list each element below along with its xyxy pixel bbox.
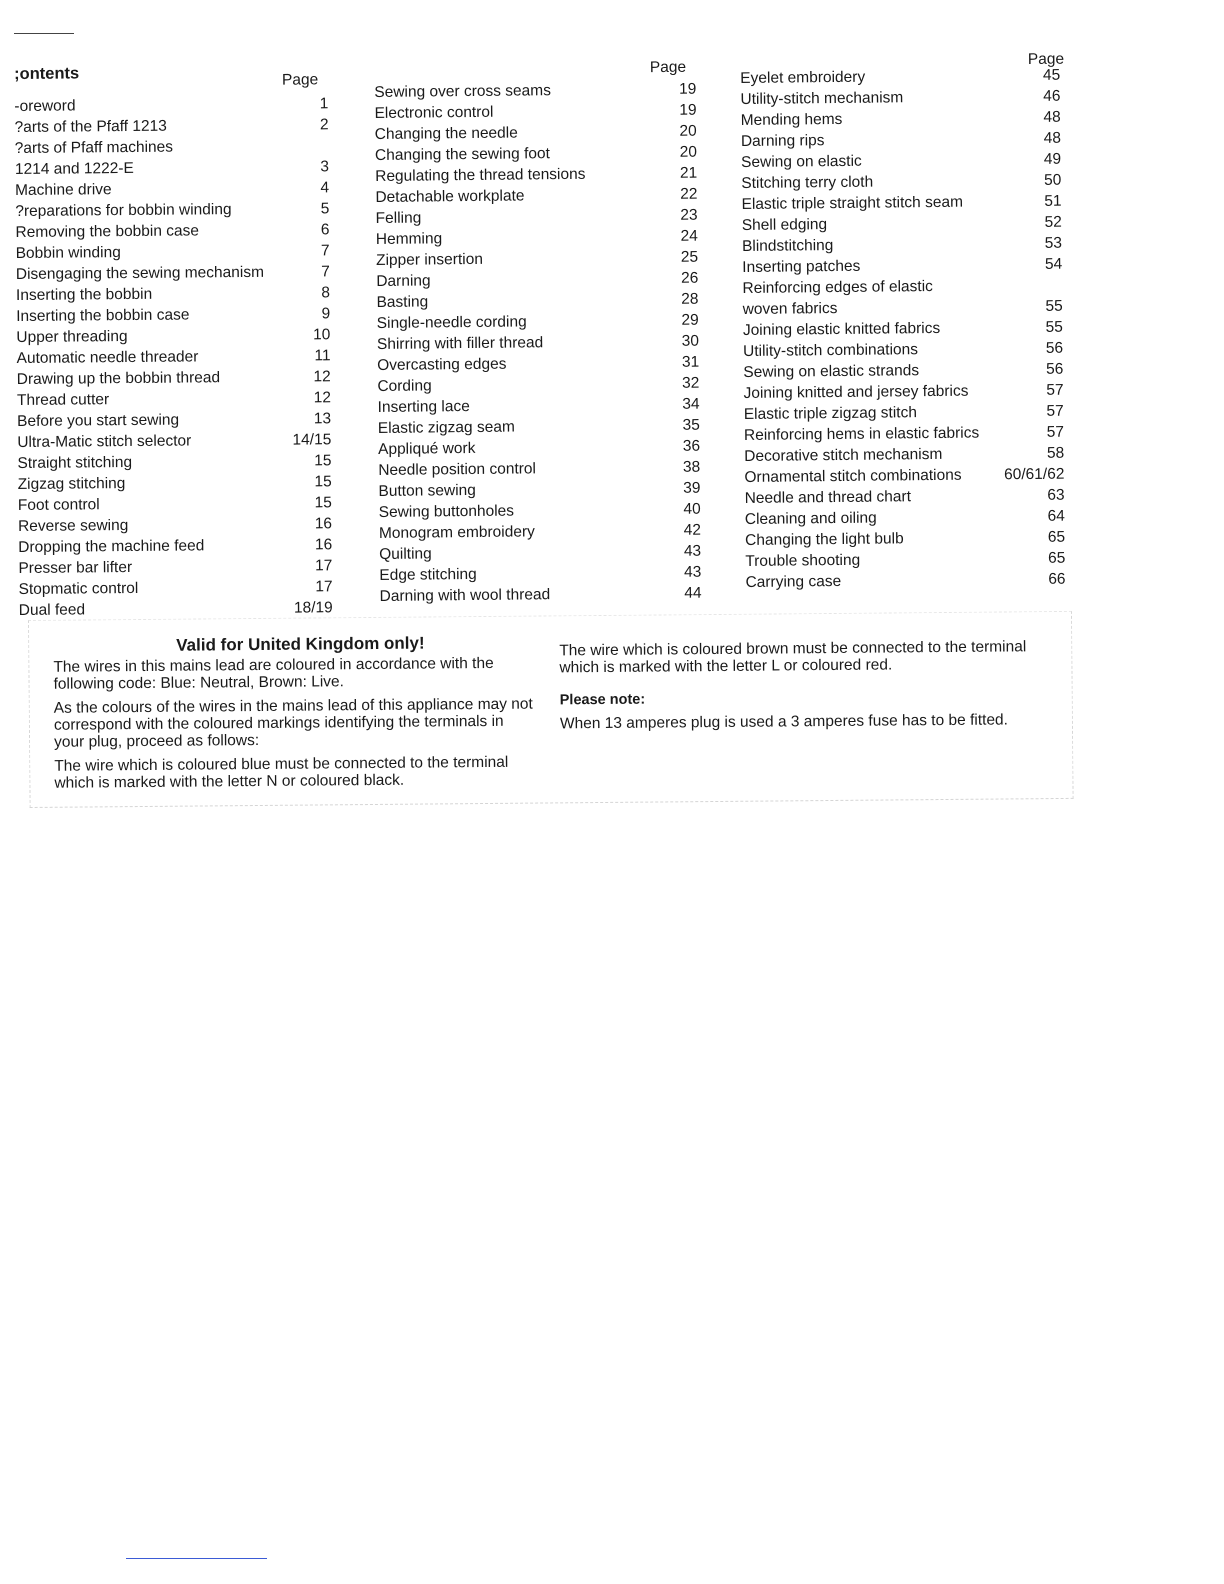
uk-notice-left <box>53 655 534 799</box>
toc-entry-title: Decorative stitch mechanism <box>744 445 943 465</box>
toc-entry-page: 30 <box>681 332 700 350</box>
toc-entry-title: Quilting <box>379 545 432 563</box>
toc-entry-page: 57 <box>1046 423 1065 441</box>
toc-entry-page: 52 <box>1044 213 1062 231</box>
toc-entry-page: 43 <box>684 563 702 581</box>
toc-entry-page: 58 <box>1046 444 1065 462</box>
toc-entry-title: Cording <box>377 377 432 395</box>
toc-entry-title: Detachable workplate <box>375 187 525 206</box>
toc-entry-title: Eyelet embroidery <box>740 68 866 87</box>
toc-entry-page: 28 <box>681 290 699 308</box>
toc-entry-title: Disengaging the sewing mechanism <box>15 263 265 283</box>
toc-entry-title: Felling <box>375 209 422 227</box>
toc-entry <box>16 303 338 327</box>
please-note-heading: Please note: <box>559 691 646 709</box>
toc-entry-page: 32 <box>682 374 700 392</box>
toc-entry-page: 5 <box>320 200 330 218</box>
toc-entry-page: 4 <box>320 179 330 197</box>
toc-entry-title: Sewing over cross seams <box>374 82 551 101</box>
toc-column-3 <box>740 51 1070 593</box>
toc-entry-page: 55 <box>1045 297 1063 315</box>
toc-entry-page: 50 <box>1044 171 1062 189</box>
toc-entry-page: 38 <box>682 458 701 476</box>
toc-entry-title: Reinforcing edges of elastic <box>742 277 933 297</box>
toc-entry-page: 14/15 <box>292 431 332 449</box>
toc-entry-title: Reinforcing hems in elastic fabrics <box>743 424 980 444</box>
toc-entry-title: Zipper insertion <box>375 250 483 269</box>
toc-entry-title: Presser bar lifter <box>18 558 133 577</box>
toc-entry-title: Dropping the machine feed <box>18 537 205 556</box>
toc-entry <box>16 282 338 306</box>
toc-entry-page: 10 <box>313 326 331 344</box>
toc-entry-page: 3 <box>320 158 329 176</box>
toc-entry-page: 2 <box>319 116 329 134</box>
toc-entry-title: Joining knitted and jersey fabrics <box>743 382 969 402</box>
toc-entry-title: Darning with wool thread <box>379 586 551 605</box>
toc-entry-title: Monogram embroidery <box>378 523 535 542</box>
toc-entry-title: Inserting patches <box>742 257 861 276</box>
toc-entry <box>14 114 336 138</box>
toc-entry <box>17 450 339 474</box>
toc-entry-title: Upper threading <box>16 328 128 346</box>
uk-notice-title: Valid for United Kingdom only! <box>176 633 425 655</box>
toc-entry-page: 20 <box>679 143 698 161</box>
toc-entry-page: 42 <box>683 521 702 539</box>
toc-entry-title: Hemming <box>375 230 443 248</box>
toc-entry-page: 25 <box>680 248 699 266</box>
toc-entry-title: Ultra-Matic stitch selector <box>17 432 192 451</box>
uk-notice-brown-wire: The wire which is coloured brown must be connected to the terminal which is marked with the letter L or coloured red. <box>559 638 1027 677</box>
toc-entry <box>16 324 338 348</box>
toc-entry-page: 56 <box>1045 360 1064 378</box>
page-label: Page <box>1027 50 1065 68</box>
toc-entry-title: Shell edging <box>741 216 828 234</box>
toc-list-2 <box>374 79 701 607</box>
toc-entry-title: Cleaning and oiling <box>744 509 877 528</box>
toc-entry-title: woven fabrics <box>742 299 838 318</box>
contents-title: ;ontents <box>14 64 80 83</box>
toc-entry-title: Stitching terry cloth <box>741 173 874 192</box>
toc-entry-title: Elastic triple zigzag stitch <box>743 404 918 423</box>
toc-entry-title: Darning <box>376 272 431 290</box>
toc-entry-page: 60/61/62 <box>1003 465 1065 484</box>
top-rule <box>14 33 74 34</box>
toc-entry-title: Darning rips <box>740 132 825 150</box>
toc-entry <box>17 366 339 390</box>
toc-entry <box>15 135 337 159</box>
toc-entry <box>16 345 338 369</box>
toc-entry-title: Zigzag stitching <box>17 475 126 493</box>
toc-entry-page: 20 <box>679 122 697 140</box>
toc-entry-title: Mending hems <box>740 110 843 129</box>
toc-entry <box>15 219 337 243</box>
toc-entry-page: 9 <box>321 305 331 323</box>
toc-entry <box>18 576 340 600</box>
toc-entry-page: 12 <box>313 368 331 386</box>
toc-entry-page: 13 <box>313 410 332 428</box>
toc-entry-page: 34 <box>682 395 700 413</box>
toc-entry-page: 53 <box>1044 234 1063 252</box>
toc-entry <box>15 156 337 180</box>
toc-entry-page: 15 <box>314 494 332 512</box>
toc-entry-page: 19 <box>678 80 697 98</box>
toc-entry-title: Needle and thread chart <box>744 488 912 507</box>
toc-entry-page: 16 <box>314 536 333 554</box>
uk-notice-paragraph: The wire which is coloured blue must be connected to the terminal which is marked with the letter N or coloured black. <box>54 753 509 792</box>
uk-notice-paragraph: The wires in this mains lead are coloured in accordance with the following code: Blue: Neutral, Brown: Live. <box>53 654 494 693</box>
toc-entry-title: Foot control <box>17 496 100 514</box>
toc-entry-title: ?arts of Pfaff machines <box>14 138 174 157</box>
toc-entry-page: 8 <box>321 284 331 302</box>
toc-entry-title: Drawing up the bobbin thread <box>16 369 221 388</box>
toc-entry-title: Stopmatic control <box>18 579 139 598</box>
toc-entry-title: Automatic needle threader <box>16 348 199 367</box>
toc-entry <box>16 240 338 264</box>
toc-entry-page: 39 <box>683 479 701 497</box>
toc-entry-page: 36 <box>682 437 701 455</box>
page-label: Page <box>649 58 687 77</box>
toc-entry-page: 7 <box>320 242 330 260</box>
toc-entry-page: 40 <box>683 500 701 518</box>
page-label: Page <box>281 71 319 89</box>
toc-entry-title: Bobbin winding <box>15 244 121 262</box>
toc-entry <box>18 534 340 558</box>
toc-column-2 <box>374 59 702 607</box>
toc-entry-page: 35 <box>682 416 700 434</box>
toc-entry-page: 65 <box>1047 528 1066 546</box>
toc-entry-title: Regulating the thread tensions <box>375 165 586 185</box>
toc-entry-page: 26 <box>680 269 699 287</box>
bottom-rule <box>126 1558 267 1559</box>
uk-notice-paragraph: As the colours of the wires in the mains lead of this appliance may not correspond with the coloured markings identifying the terminals in your plug, proceed as follows: <box>53 695 533 751</box>
toc-entry-title: Ornamental stitch combinations <box>744 466 962 486</box>
toc-list-1 <box>14 93 341 621</box>
toc-entry-title: Before you start sewing <box>17 411 180 430</box>
toc-entry-title: Utility-stitch mechanism <box>740 89 904 108</box>
toc-entry-page: 12 <box>313 389 331 407</box>
toc-entry-title: Inserting the bobbin <box>15 285 153 304</box>
toc-entry-page: 16 <box>314 515 333 533</box>
toc-entry-page: 6 <box>320 221 330 239</box>
toc-entry-page: 15 <box>314 473 332 491</box>
toc-entry <box>17 408 339 432</box>
toc-column-1-header <box>14 61 336 96</box>
toc-entry-title: Elastic zigzag seam <box>377 418 515 437</box>
toc-entry-title: Needle position control <box>378 460 537 479</box>
toc-entry-page: 48 <box>1043 129 1061 147</box>
toc-entry-title: -oreword <box>14 97 76 115</box>
toc-entry-title: Elastic triple straight stitch seam <box>741 193 964 213</box>
toc-entry-page: 11 <box>314 347 331 365</box>
toc-entry <box>17 429 339 453</box>
toc-entry-page: 65 <box>1047 549 1066 567</box>
toc-entry-title: Changing the needle <box>374 124 518 143</box>
toc-entry-page: 31 <box>681 353 700 371</box>
toc-entry-page: 43 <box>683 542 702 560</box>
toc-entry-title: Blindstitching <box>741 237 834 255</box>
uk-notice-right <box>559 638 1040 748</box>
toc-entry <box>745 569 1069 593</box>
toc-entry-title: Changing the light bulb <box>745 530 904 549</box>
toc-entry-page: 49 <box>1043 150 1062 168</box>
toc-entry-title: Machine drive <box>15 181 112 199</box>
toc-entry-title: Electronic control <box>374 103 494 122</box>
toc-entry-page: 21 <box>679 164 698 182</box>
toc-entry-title: Sewing buttonholes <box>378 502 515 521</box>
toc-entry-title: ?arts of the Pfaff 1213 <box>14 117 167 136</box>
toc-entry-title: Inserting the bobbin case <box>16 306 190 325</box>
toc-entry-page: 55 <box>1045 318 1063 336</box>
toc-entry <box>18 492 340 516</box>
toc-entry-page: 29 <box>681 311 699 329</box>
toc-entry-title: Sewing on elastic strands <box>743 362 920 381</box>
toc-column-1 <box>14 61 341 621</box>
toc-entry-page: 44 <box>684 584 702 602</box>
toc-entry-page: 24 <box>680 227 698 245</box>
please-note-text: When 13 amperes plug is used a 3 amperes fuse has to be fitted. <box>559 711 1009 733</box>
toc-entry-page: 57 <box>1046 381 1064 399</box>
toc-entry-title: Dual feed <box>18 601 86 619</box>
toc-entry-page: 57 <box>1046 402 1064 420</box>
toc-entry-title: Single-needle cording <box>376 313 527 332</box>
toc-entry-page: 1 <box>319 95 329 113</box>
toc-entry-title: Basting <box>376 293 429 311</box>
toc-entry-title: Thread cutter <box>16 391 110 409</box>
toc-entry-title: Overcasting edges <box>377 355 507 374</box>
toc-entry-page: 45 <box>1042 66 1061 84</box>
toc-entry <box>16 261 338 285</box>
toc-entry <box>15 177 337 201</box>
toc-entry-title: Removing the bobbin case <box>15 222 200 241</box>
toc-entry-page: 51 <box>1044 192 1062 210</box>
toc-entry-page: 15 <box>314 452 332 470</box>
toc-entry-page: 54 <box>1044 255 1063 273</box>
toc-entry <box>14 93 336 117</box>
toc-entry-title: ?reparations for bobbin winding <box>15 201 232 220</box>
toc-entry-title: Utility-stitch combinations <box>743 341 919 360</box>
toc-entry-page: 48 <box>1043 108 1061 126</box>
toc-entry-title: Edge stitching <box>379 565 477 584</box>
toc-entry-page: 56 <box>1045 339 1064 357</box>
toc-entry-page: 7 <box>321 263 330 281</box>
toc-entry-title: Straight stitching <box>17 453 133 472</box>
toc-entry-page: 66 <box>1048 570 1066 588</box>
toc-entry <box>15 198 337 222</box>
uk-notice-box <box>28 611 1074 808</box>
toc-entry-title: 1214 and 1222-E <box>14 159 134 178</box>
toc-entry-page: 17 <box>315 578 333 596</box>
toc-entry-page: 19 <box>679 101 697 119</box>
toc-entry-page: 63 <box>1047 486 1065 504</box>
toc-entry-title: Button sewing <box>378 481 476 500</box>
toc-list-3 <box>740 65 1069 593</box>
toc-entry-page: 64 <box>1047 507 1065 525</box>
toc-entry-title: Trouble shooting <box>745 551 861 570</box>
toc-entry <box>18 513 340 537</box>
toc-entry-page: 18/19 <box>293 599 333 617</box>
toc-entry-title: Inserting lace <box>377 398 470 416</box>
toc-entry <box>18 471 340 495</box>
toc-entry-page: 17 <box>315 557 333 575</box>
toc-entry-title: Shirring with filler thread <box>376 334 544 353</box>
toc-entry <box>379 583 701 607</box>
toc-entry-page: 22 <box>680 185 698 203</box>
toc-entry-page: 46 <box>1043 87 1061 105</box>
toc-entry-title: Sewing on elastic <box>741 152 862 171</box>
toc-entry-title: Changing the sewing foot <box>374 145 550 164</box>
toc-entry <box>18 555 340 579</box>
toc-entry <box>17 387 339 411</box>
toc-entry-title: Carrying case <box>745 572 842 591</box>
toc-entry-title: Reverse sewing <box>17 517 129 535</box>
toc-entry-title: Appliqué work <box>377 439 476 458</box>
toc-entry-title: Joining elastic knitted fabrics <box>742 319 941 339</box>
toc-entry-page: 23 <box>680 206 698 224</box>
